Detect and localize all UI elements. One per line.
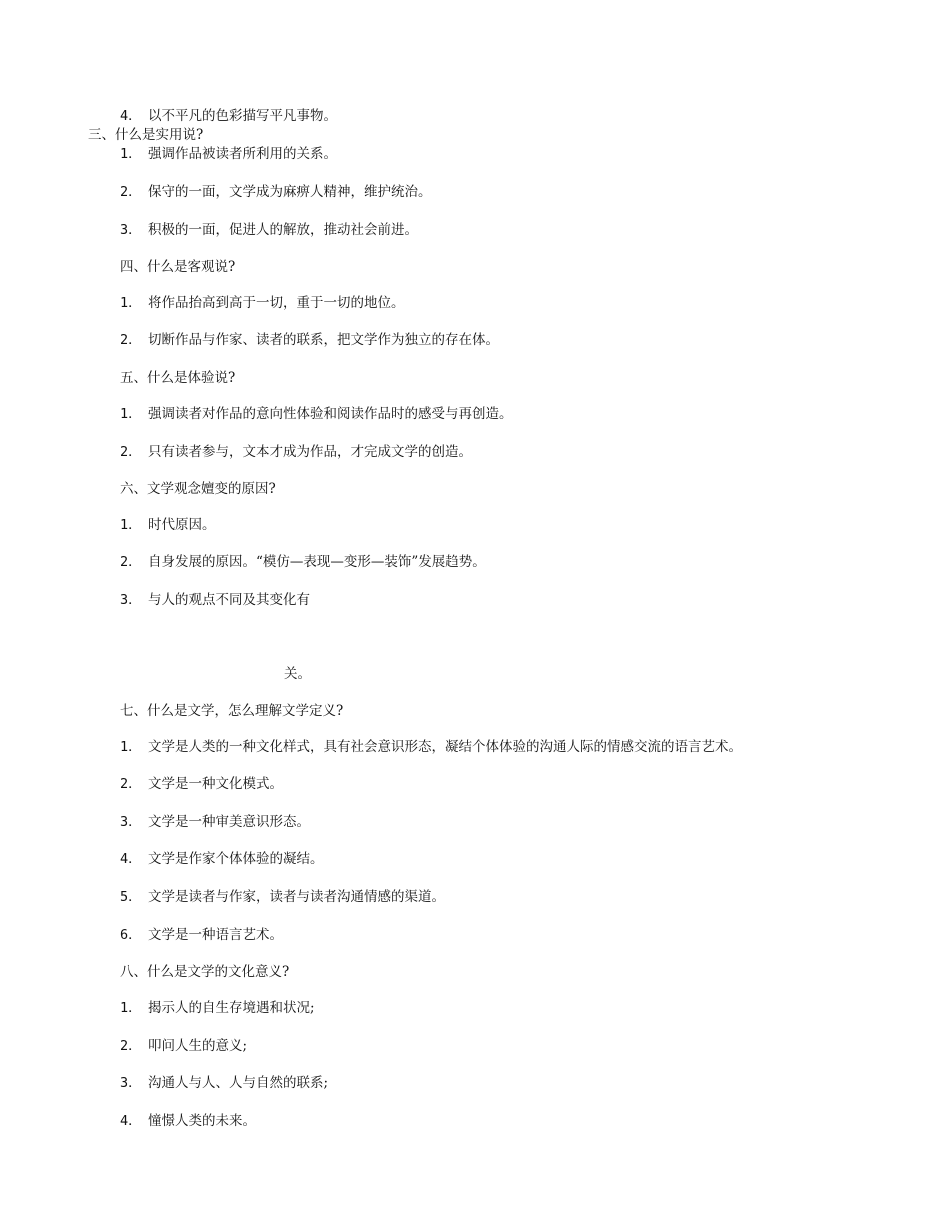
item-text: 文学是一种语言艺术。 <box>148 927 283 943</box>
section-heading <box>120 702 343 720</box>
item-text: 将作品抬高到高于一切，重于一切的地位。 <box>148 295 405 311</box>
continuation-text <box>284 665 311 683</box>
item-number: 2． <box>120 776 142 792</box>
list-item <box>120 553 486 571</box>
section-heading <box>120 258 235 276</box>
list-item <box>120 888 445 906</box>
item-text: 文学是人类的一种文化样式，具有社会意识形态，凝结个体体验的沟通人际的情感交流的语言艺术。 <box>148 739 742 755</box>
heading-text: 七、什么是文学，怎么理解文学定义? <box>120 703 344 719</box>
item-text: 关。 <box>284 666 311 682</box>
item-number: 1． <box>120 146 142 162</box>
section-heading <box>120 369 235 387</box>
list-item <box>120 738 742 756</box>
item-text: 以不平凡的色彩描写平凡事物。 <box>148 108 337 124</box>
list-item <box>120 294 405 312</box>
item-text: 积极的一面，促进人的解放，推动社会前进。 <box>148 222 418 238</box>
list-item <box>120 183 432 201</box>
item-text: 沟通人与人、人与自然的联系; <box>148 1075 329 1091</box>
item-text: 与人的观点不同及其变化有 <box>148 592 310 608</box>
heading-text: 六、文学观念嬗变的原因? <box>120 481 276 497</box>
list-item <box>120 405 513 423</box>
item-text: 只有读者参与，文本才成为作品，才完成文学的创造。 <box>148 444 472 460</box>
list-item <box>120 775 283 793</box>
item-number: 6． <box>120 927 142 943</box>
heading-text: 三、什么是实用说? <box>88 127 204 143</box>
list-item <box>120 926 283 944</box>
item-text: 揭示人的自生存境遇和状况; <box>148 1000 315 1016</box>
list-item <box>120 107 337 125</box>
item-text: 强调作品被读者所利用的关系。 <box>148 146 337 162</box>
item-text: 叩问人生的意义; <box>148 1038 248 1054</box>
list-item <box>120 813 310 831</box>
heading-text: 八、什么是文学的文化意义? <box>120 964 290 980</box>
list-item <box>120 443 472 461</box>
item-text: 文学是一种文化模式。 <box>148 776 283 792</box>
item-text: 自身发展的原因。“模仿—表现—变形—装饰”发展趋势。 <box>148 554 486 570</box>
item-text: 憧憬人类的未来。 <box>148 1113 256 1129</box>
item-text: 切断作品与作家、读者的联系，把文学作为独立的存在体。 <box>148 332 499 348</box>
list-item <box>120 1037 247 1055</box>
item-text: 保守的一面，文学成为麻痹人精神，维护统治。 <box>148 184 432 200</box>
item-number: 3． <box>120 592 142 608</box>
item-number: 3． <box>120 222 142 238</box>
section-heading <box>120 480 276 498</box>
heading-text: 五、什么是体验说? <box>120 370 236 386</box>
item-text: 文学是作家个体体验的凝结。 <box>148 851 324 867</box>
item-text: 文学是读者与作家，读者与读者沟通情感的渠道。 <box>148 889 445 905</box>
item-number: 3． <box>120 1075 142 1091</box>
item-number: 4． <box>120 851 142 867</box>
item-number: 1． <box>120 295 142 311</box>
item-number: 2． <box>120 1038 142 1054</box>
item-number: 3． <box>120 814 142 830</box>
list-item <box>120 1074 328 1092</box>
item-text: 强调读者对作品的意向性体验和阅读作品时的感受与再创造。 <box>148 406 513 422</box>
item-number: 1． <box>120 517 142 533</box>
list-item <box>120 591 310 609</box>
item-number: 2． <box>120 444 142 460</box>
item-number: 5． <box>120 889 142 905</box>
item-number: 1． <box>120 406 142 422</box>
item-text: 时代原因。 <box>148 517 216 533</box>
item-number: 4． <box>120 1113 142 1129</box>
item-number: 1． <box>120 739 142 755</box>
list-item <box>120 999 315 1017</box>
list-item <box>120 850 324 868</box>
item-number: 2． <box>120 184 142 200</box>
item-number: 4． <box>120 108 142 124</box>
section-heading <box>88 126 203 144</box>
item-number: 1． <box>120 1000 142 1016</box>
list-item <box>120 331 499 349</box>
list-item <box>120 516 216 534</box>
item-text: 文学是一种审美意识形态。 <box>148 814 310 830</box>
list-item <box>120 145 337 163</box>
item-number: 2． <box>120 554 142 570</box>
section-heading <box>120 963 289 981</box>
list-item <box>120 1112 256 1130</box>
list-item <box>120 221 418 239</box>
heading-text: 四、什么是客观说? <box>120 259 236 275</box>
item-number: 2． <box>120 332 142 348</box>
